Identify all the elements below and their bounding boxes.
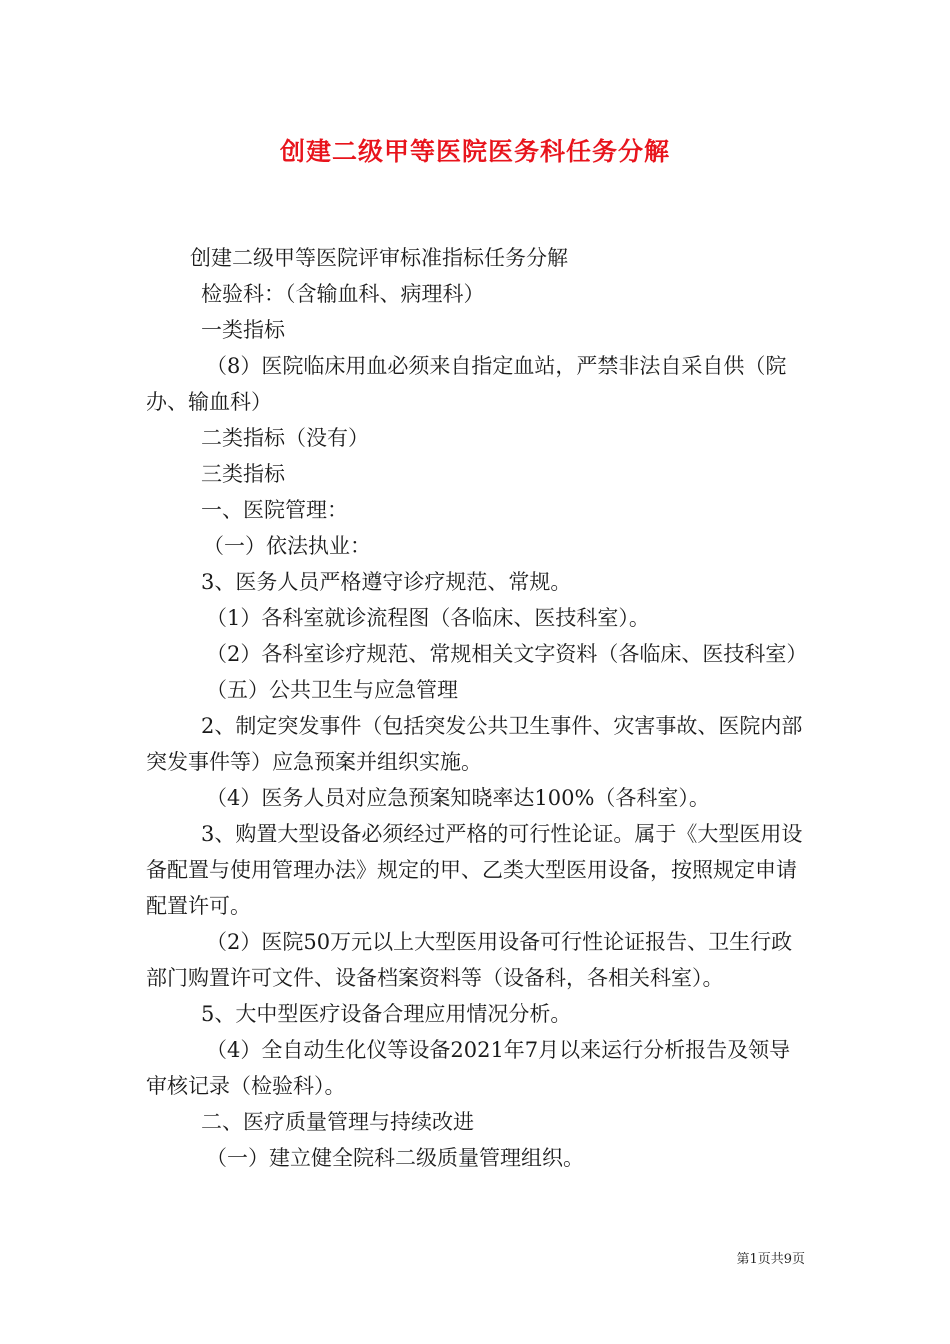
paragraph: 检验科：（含输血科、病理科） [201,282,485,306]
paragraph: （2）各科室诊疗规范、常规相关文字资料（各临床、医技科室） [206,642,808,666]
paragraph: 三类指标 [201,462,285,486]
paragraph: （2）医院50万元以上大型医用设备可行性论证报告、卫生行政部门购置许可文件、设备档案资料等（设备科，各相关科室）。 [146,930,793,990]
paragraph: （一）建立健全院科二级质量管理组织。 [206,1146,584,1170]
paragraph: （1）各科室就诊流程图（各临床、医技科室）。 [206,606,650,630]
paragraph: （五）公共卫生与应急管理 [206,678,458,702]
paragraph: （4）医务人员对应急预案知晓率达100%（各科室）。 [206,786,710,810]
paragraph: （一）依法执业： [203,534,371,558]
paragraph: 二、医疗质量管理与持续改进 [201,1110,474,1134]
paragraph: （8）医院临床用血必须来自指定血站，严禁非法自采自供（院办、输血科） [146,354,787,414]
paragraph: 一、医院管理： [201,498,348,522]
document-body [146,240,808,1176]
page-number: 第1页共9页 [736,1252,805,1267]
paragraph: 2、制定突发事件（包括突发公共卫生事件、灾害事故、医院内部突发事件等）应急预案并组织实施。 [146,714,803,774]
paragraph: 创建二级甲等医院评审标准指标任务分解 [190,246,568,270]
paragraph: （4）全自动生化仪等设备2021年7月以来运行分析报告及领导审核记录（检验科）。 [146,1038,791,1098]
paragraph: 一类指标 [201,318,285,342]
paragraph: 3、购置大型设备必须经过严格的可行性论证。属于《大型医用设备配置与使用管理办法》规定的甲、乙类大型医用设备，按照规定申请配置许可。 [146,822,803,918]
document-title: 创建二级甲等医院医务科任务分解 [279,137,670,166]
paragraph: 二类指标（没有） [201,426,369,450]
paragraph: 3、医务人员严格遵守诊疗规范、常规。 [201,570,572,594]
paragraph: 5、大中型医疗设备合理应用情况分析。 [201,1002,572,1026]
